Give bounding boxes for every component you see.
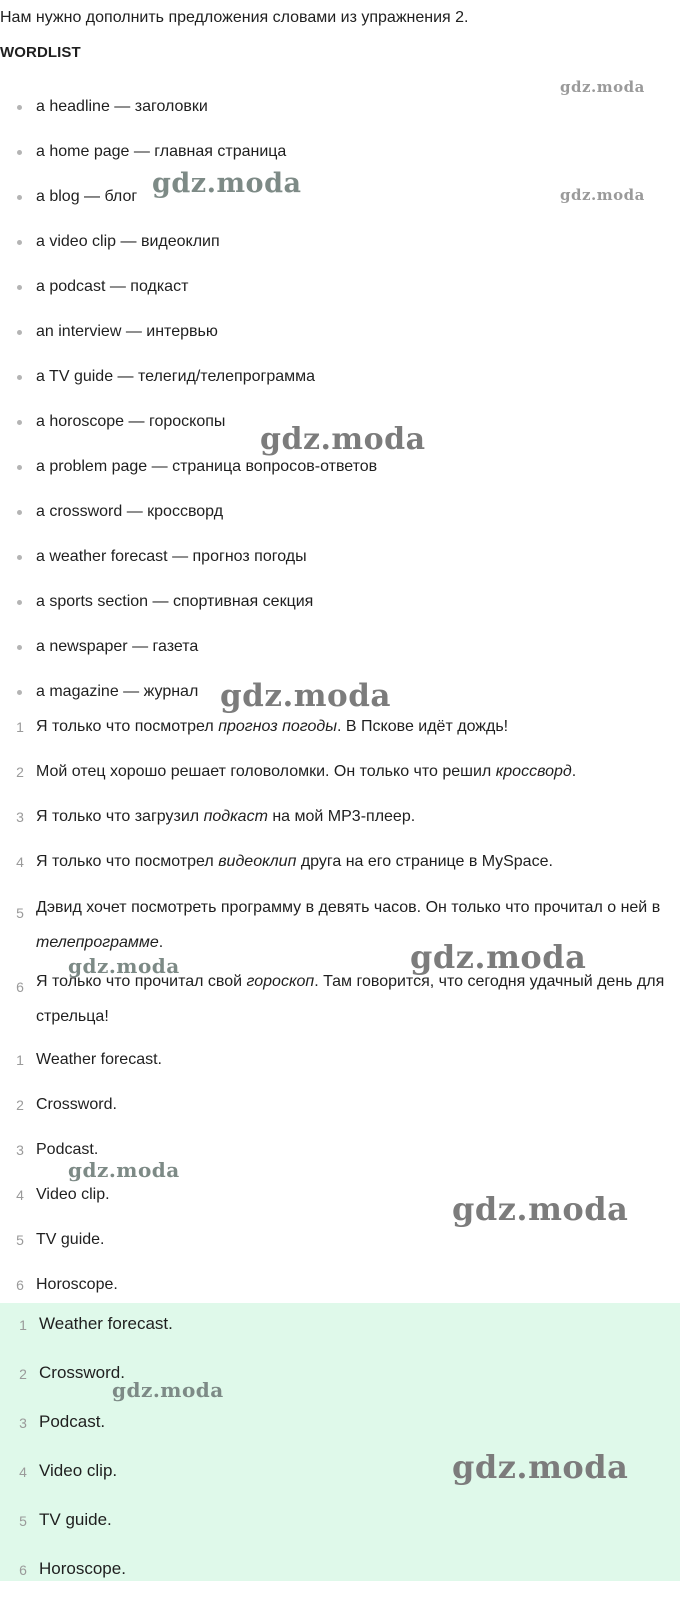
- sentence-text: Я только что посмотрел: [36, 718, 219, 735]
- bullet-icon: [17, 600, 22, 605]
- sentence-answer: телепрограмме: [36, 934, 159, 951]
- sentence-text: Я только что загрузил: [36, 808, 204, 825]
- answer-item: [0, 1049, 680, 1094]
- sentence-answer: подкаст: [203, 808, 268, 825]
- sentence-text: Я только что прочитал свой: [36, 973, 247, 990]
- sentence-answer: гороскоп: [246, 973, 315, 990]
- bullet-icon: [17, 510, 22, 515]
- answer-item: [0, 1229, 680, 1274]
- watermark: gdz.moda: [452, 1448, 629, 1486]
- wordlist-item-text: a weather forecast — прогноз погоды: [36, 548, 307, 565]
- item-number: 3: [16, 1142, 24, 1158]
- sentence-text: .: [571, 763, 577, 780]
- answer-text: Crossword.: [36, 1096, 117, 1113]
- item-number: 2: [16, 764, 24, 780]
- wordlist-item-text: a magazine — журнал: [36, 683, 199, 700]
- wordlist-item-text: a blog — блог: [36, 188, 138, 205]
- item-number: 1: [19, 1317, 27, 1333]
- bullet-icon: [17, 240, 22, 245]
- watermark: gdz.moda: [452, 1190, 629, 1228]
- wordlist-item: [0, 546, 680, 591]
- sentence-text: Я только что посмотрел: [36, 853, 219, 870]
- bullet-icon: [17, 150, 22, 155]
- answer-item: [0, 1184, 680, 1229]
- highlighted-answer-list: [3, 1313, 680, 1607]
- item-number: 4: [16, 854, 24, 870]
- item-number: 6: [19, 1562, 27, 1578]
- sentence-text: друга на его странице в MySpace.: [296, 853, 553, 870]
- wordlist-item-text: a crossword — кроссворд: [36, 503, 224, 520]
- wordlist-item-text: a newspaper — газета: [36, 638, 199, 655]
- watermark: gdz.moda: [410, 938, 587, 976]
- answer-text: TV guide.: [36, 1231, 105, 1248]
- watermark: gdz.moda: [112, 1378, 224, 1402]
- item-number: 3: [19, 1415, 27, 1431]
- bullet-icon: [17, 105, 22, 110]
- answer-text: Weather forecast.: [39, 1314, 173, 1333]
- item-number: 5: [16, 1232, 24, 1248]
- sentence-item: [0, 716, 676, 738]
- wordlist-item-text: a problem page — страница вопросов-ответов: [36, 458, 378, 475]
- item-number: 1: [16, 1052, 24, 1068]
- answer-text: TV guide.: [39, 1510, 112, 1529]
- bullet-icon: [17, 420, 22, 425]
- answer-text: Weather forecast.: [36, 1051, 162, 1068]
- sentence-text: Мой отец хорошо решает головоломки. Он только что решил: [36, 763, 496, 780]
- item-number: 3: [16, 809, 24, 825]
- highlighted-answer-item: [3, 1558, 680, 1607]
- bullet-icon: [17, 195, 22, 200]
- bullet-icon: [17, 555, 22, 560]
- item-number: 5: [16, 905, 24, 921]
- wordlist-heading: WORDLIST: [0, 44, 81, 61]
- sentence-item: [0, 761, 676, 783]
- item-number: 4: [19, 1464, 27, 1480]
- watermark: gdz.moda: [152, 168, 302, 199]
- answer-text: Horoscope.: [36, 1276, 118, 1293]
- answer-text: Video clip.: [36, 1186, 110, 1203]
- answer-text: Podcast.: [39, 1412, 106, 1431]
- watermark: gdz.moda: [68, 1158, 180, 1182]
- wordlist-item: [0, 276, 680, 321]
- answer-item: [0, 1094, 680, 1139]
- wordlist-item-text: a home page — главная страница: [36, 143, 287, 160]
- highlighted-answer-item: [3, 1460, 680, 1509]
- sentence-answer: прогноз погоды: [218, 718, 338, 735]
- sentence-item: [0, 890, 676, 960]
- answer-text: Video clip.: [39, 1461, 118, 1480]
- sentence-item: [0, 806, 676, 828]
- item-number: 2: [16, 1097, 24, 1113]
- highlighted-answer-item: [3, 1411, 680, 1460]
- wordlist-item: [0, 501, 680, 546]
- wordlist: [0, 96, 680, 726]
- highlighted-answer-item: [3, 1362, 680, 1411]
- sentence-answer: кроссворд: [495, 763, 572, 780]
- item-number: 5: [19, 1513, 27, 1529]
- highlighted-answer-item: [3, 1313, 680, 1362]
- sentence-text: Дэвид хочет посмотреть программу в девять часов. Он только что прочитал о ней в: [36, 899, 661, 916]
- wordlist-item: [0, 321, 680, 366]
- item-number: 1: [16, 719, 24, 735]
- bullet-icon: [17, 330, 22, 335]
- bullet-icon: [17, 375, 22, 380]
- sentence-item: [0, 851, 676, 873]
- sentence-text: . Там говорится, что сегодня удачный день для стрельца!: [36, 973, 665, 1025]
- wordlist-item: [0, 141, 680, 186]
- sentence-answer: видеоклип: [218, 853, 297, 870]
- bullet-icon: [17, 690, 22, 695]
- wordlist-item-text: a headline — заголовки: [36, 98, 208, 115]
- answer-text: Crossword.: [39, 1363, 125, 1382]
- wordlist-item: [0, 96, 680, 141]
- wordlist-item: [0, 636, 680, 681]
- wordlist-item: [0, 186, 680, 231]
- item-number: 6: [16, 1277, 24, 1293]
- answer-text: Podcast.: [36, 1141, 99, 1158]
- sentence-text: . В Пскове идёт дождь!: [337, 718, 509, 735]
- bullet-icon: [17, 285, 22, 290]
- item-number: 4: [16, 1187, 24, 1203]
- item-number: 6: [16, 979, 24, 995]
- wordlist-item: [0, 366, 680, 411]
- answer-item: [0, 1139, 680, 1184]
- wordlist-item: [0, 591, 680, 636]
- watermark: gdz.moda: [68, 954, 180, 978]
- highlighted-answer-item: [3, 1509, 680, 1558]
- wordlist-item-text: an interview — интервью: [36, 323, 218, 340]
- wordlist-item-text: a video clip — видеоклип: [36, 233, 220, 250]
- watermark: gdz.moda: [260, 422, 426, 457]
- bullet-icon: [17, 465, 22, 470]
- wordlist-item: [0, 411, 680, 456]
- wordlist-item: [0, 231, 680, 276]
- wordlist-item: [0, 456, 680, 501]
- watermark: gdz.moda: [560, 78, 645, 96]
- sentence-item: [0, 964, 676, 1034]
- watermark: gdz.moda: [220, 678, 391, 714]
- wordlist-item-text: a podcast — подкаст: [36, 278, 189, 295]
- wordlist-item-text: a horoscope — гороскопы: [36, 413, 226, 430]
- answer-text: Horoscope.: [39, 1559, 126, 1578]
- item-number: 2: [19, 1366, 27, 1382]
- wordlist-item-text: a TV guide — телегид/телепрограмма: [36, 368, 316, 385]
- sentence-list: [0, 716, 680, 1044]
- wordlist-item-text: a sports section — спортивная секция: [36, 593, 314, 610]
- watermark: gdz.moda: [560, 186, 645, 204]
- sentence-text: на мой MP3-плеер.: [267, 808, 416, 825]
- bullet-icon: [17, 645, 22, 650]
- sentence-text: .: [158, 934, 164, 951]
- intro-text: Нам нужно дополнить предложения словами из упражнения 2.: [0, 9, 469, 26]
- answer-list: [0, 1049, 680, 1319]
